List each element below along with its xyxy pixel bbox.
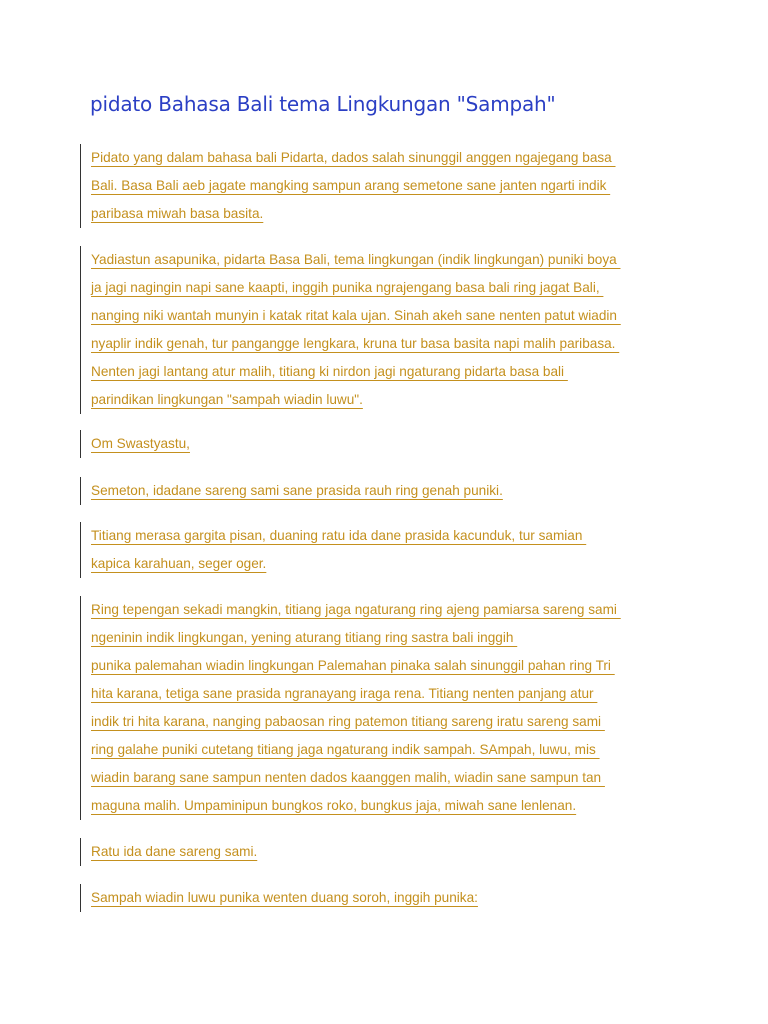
paragraph-titiang bbox=[80, 522, 586, 578]
page-title: pidato Bahasa Bali tema Lingkungan "Sampah" bbox=[90, 92, 556, 116]
text-link[interactable]: Sampah wiadin luwu punika wenten duang soroh, inggih punika: bbox=[91, 890, 478, 905]
text-link[interactable]: ngeninin indik lingkungan, yening aturang titiang ring sastra bali inggih bbox=[91, 630, 518, 645]
text-link[interactable]: paribasa miwah basa basita. bbox=[91, 206, 264, 221]
paragraph-ratu-ida bbox=[80, 838, 257, 866]
text-link[interactable]: Ratu ida dane sareng sami. bbox=[91, 844, 258, 859]
text-link[interactable]: Ring tepengan sekadi mangkin, titiang jaga ngaturang ring ajeng pamiarsa sareng sami bbox=[91, 602, 621, 617]
text-link[interactable]: maguna malih. Umpaminipun bungkos roko, bungkus jaja, miwah sane lenlenan. bbox=[91, 798, 577, 813]
text-link[interactable]: parindikan lingkungan "sampah wiadin luwu". bbox=[91, 392, 363, 407]
paragraph-yadiastun bbox=[80, 246, 621, 414]
text-link[interactable]: indik tri hita karana, nanging pabaosan ring patemon titiang sareng iratu sareng sami bbox=[91, 714, 605, 729]
paragraph-sampah bbox=[80, 884, 478, 912]
text-link[interactable]: Bali. Basa Bali aeb jagate mangking sampun arang semetone sane janten ngarti indik bbox=[91, 178, 611, 193]
paragraph-ring-tepengan bbox=[80, 596, 621, 820]
text-link[interactable]: punika palemahan wiadin lingkungan Palemahan pinaka salah sinunggil pahan ring Tri bbox=[91, 658, 615, 673]
text-link[interactable]: Titiang merasa gargita pisan, duaning ratu ida dane prasida kacunduk, tur samian bbox=[91, 528, 587, 543]
text-link[interactable]: nanging niki wantah munyin i katak ritat kala ujan. Sinah akeh sane nenten patut wiadin bbox=[91, 308, 621, 323]
text-link[interactable]: ja jagi nagingin napi sane kaapti, inggih punika ngrajengang basa bali ring jagat Bali, bbox=[91, 280, 604, 295]
text-link[interactable]: kapica karahuan, seger oger. bbox=[91, 556, 267, 571]
paragraph-intro bbox=[80, 144, 616, 228]
text-link[interactable]: Om Swastyastu, bbox=[91, 436, 190, 451]
text-link[interactable]: ring galahe puniki cutetang titiang jaga ngaturang indik sampah. SAmpah, luwu, mis bbox=[91, 742, 600, 757]
text-link[interactable]: hita karana, tetiga sane prasida ngranayang iraga rena. Titiang nenten panjang atur bbox=[91, 686, 598, 701]
text-link[interactable]: Yadiastun asapunika, pidarta Basa Bali, tema lingkungan (indik lingkungan) puniki boya bbox=[91, 252, 621, 267]
paragraph-greeting bbox=[80, 430, 190, 458]
text-link[interactable]: wiadin barang sane sampun nenten dados kaanggen malih, wiadin sane sampun tan bbox=[91, 770, 605, 785]
text-link[interactable]: Nenten jagi lantang atur malih, titiang ki nirdon jagi ngaturang pidarta basa bali bbox=[91, 364, 568, 379]
text-link[interactable]: Pidato yang dalam bahasa bali Pidarta, dados salah sinunggil anggen ngajegang basa bbox=[91, 150, 616, 165]
text-link[interactable]: Semeton, idadane sareng sami sane prasida rauh ring genah puniki. bbox=[91, 483, 503, 498]
paragraph-semeton bbox=[80, 477, 503, 505]
text-link[interactable]: nyaplir indik genah, tur pangangge lengkara, kruna tur basa basita napi malih paribasa. bbox=[91, 336, 620, 351]
